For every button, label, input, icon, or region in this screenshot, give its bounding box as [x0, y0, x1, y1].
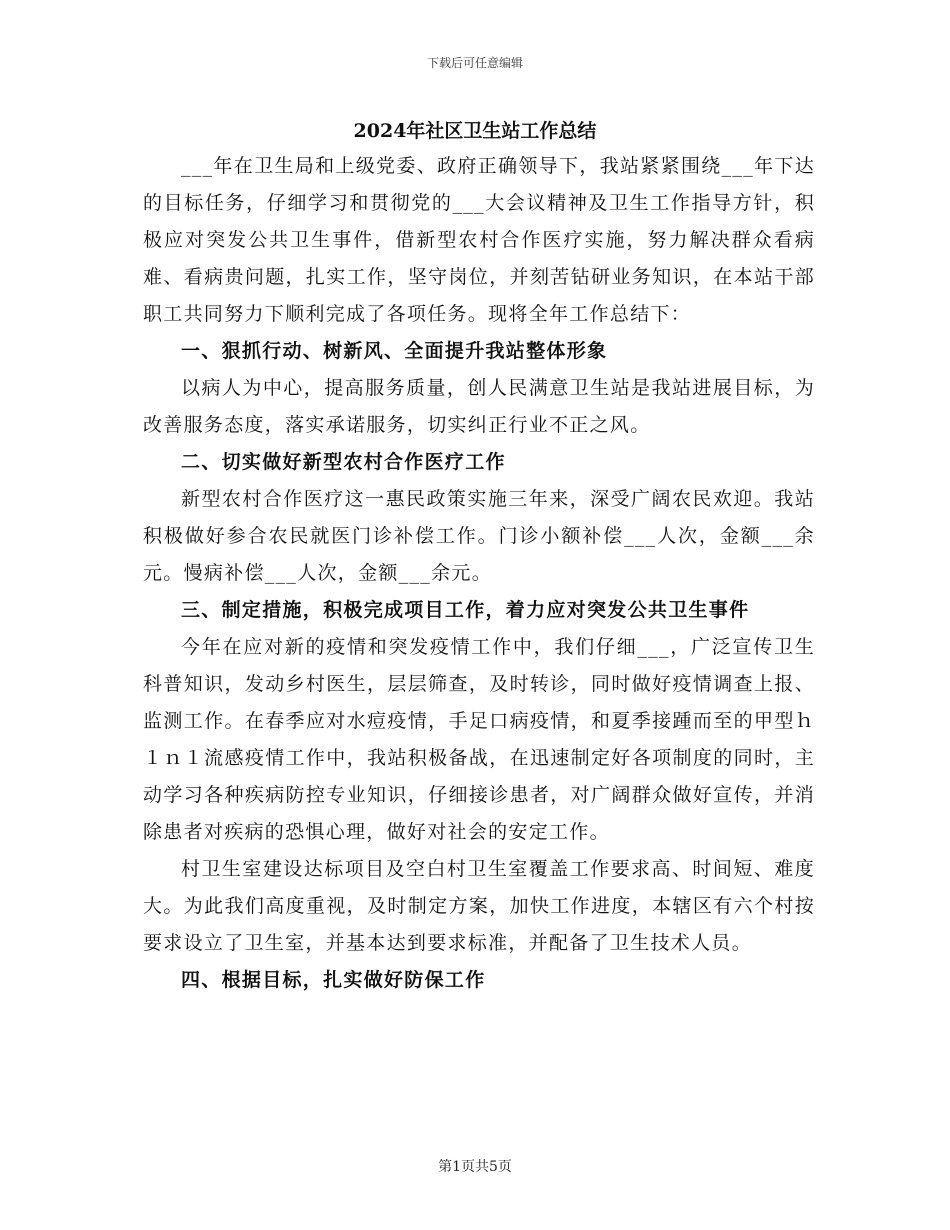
header-note: 下载后可任意编辑 [426, 56, 523, 70]
section-3-paragraph: 今年在应对新的疫情和突发疫情工作中，我们仔细___，广泛宣传卫生科普知识，发动乡村医生，层层筛查，及时转诊，同时做好疫情调查上报、监测工作。在春季应对水痘疫情，手足口病疫情，和夏季接踵而至的甲型ｈ１ｎ１流感疫情工作中，我站积极备战，在迅速制定好各项制度的同时，主动学习各种疾病防控专业知识，仔细接诊患者，对广阔群众做好宣传，并消除患者对疾病的恐惧心理，做好对社会的安定工作。 [143, 636, 815, 843]
section-heading-2: 二、切实做好新型农村合作医疗工作 [181, 451, 506, 473]
page-footer: 第1页共5页 [438, 1159, 512, 1175]
section-1-paragraph: 以病人为中心，提高服务质量，创人民满意卫生站是我站进展目标，为改善服务态度，落实承诺服务，切实纠正行业不正之风。 [143, 377, 815, 436]
document-body [143, 148, 815, 999]
document-title: 2024年社区卫生站工作总结 [353, 120, 597, 142]
section-2-paragraph: 新型农村合作医疗这一惠民政策实施三年来，深受广阔农民欢迎。我站积极做好参合农民就医门诊补偿工作。门诊小额补偿___人次，金额___余元。慢病补偿___人次，金额___余元。 [143, 488, 815, 584]
intro-paragraph: ___年在卫生局和上级党委、政府正确领导下，我站紧紧围绕___年下达的目标任务，仔细学习和贯彻党的___大会议精神及卫生工作指导方针，积极应对突发公共卫生事件，借新型农村合作医疗实施，努力解决群众看病难、看病贵问题，扎实工作，坚守岗位，并刻苦钻研业务知识，在本站干部职工共同努力下顺利完成了各项任务。现将全年工作总结下： [143, 155, 815, 325]
section-heading-4: 四、根据目标，扎实做好防保工作 [181, 969, 486, 991]
section-heading-3: 三、制定措施，积极完成项目工作，着力应对突发公共卫生事件 [181, 599, 750, 621]
section-3-paragraph-2: 村卫生室建设达标项目及空白村卫生室覆盖工作要求高、时间短、难度大。为此我们高度重视，及时制定方案，加快工作进度，本辖区有六个村按要求设立了卫生室，并基本达到要求标准，并配备了卫生技术人员。 [143, 858, 815, 954]
section-heading-1: 一、狠抓行动、树新风、全面提升我站整体形象 [181, 340, 608, 362]
